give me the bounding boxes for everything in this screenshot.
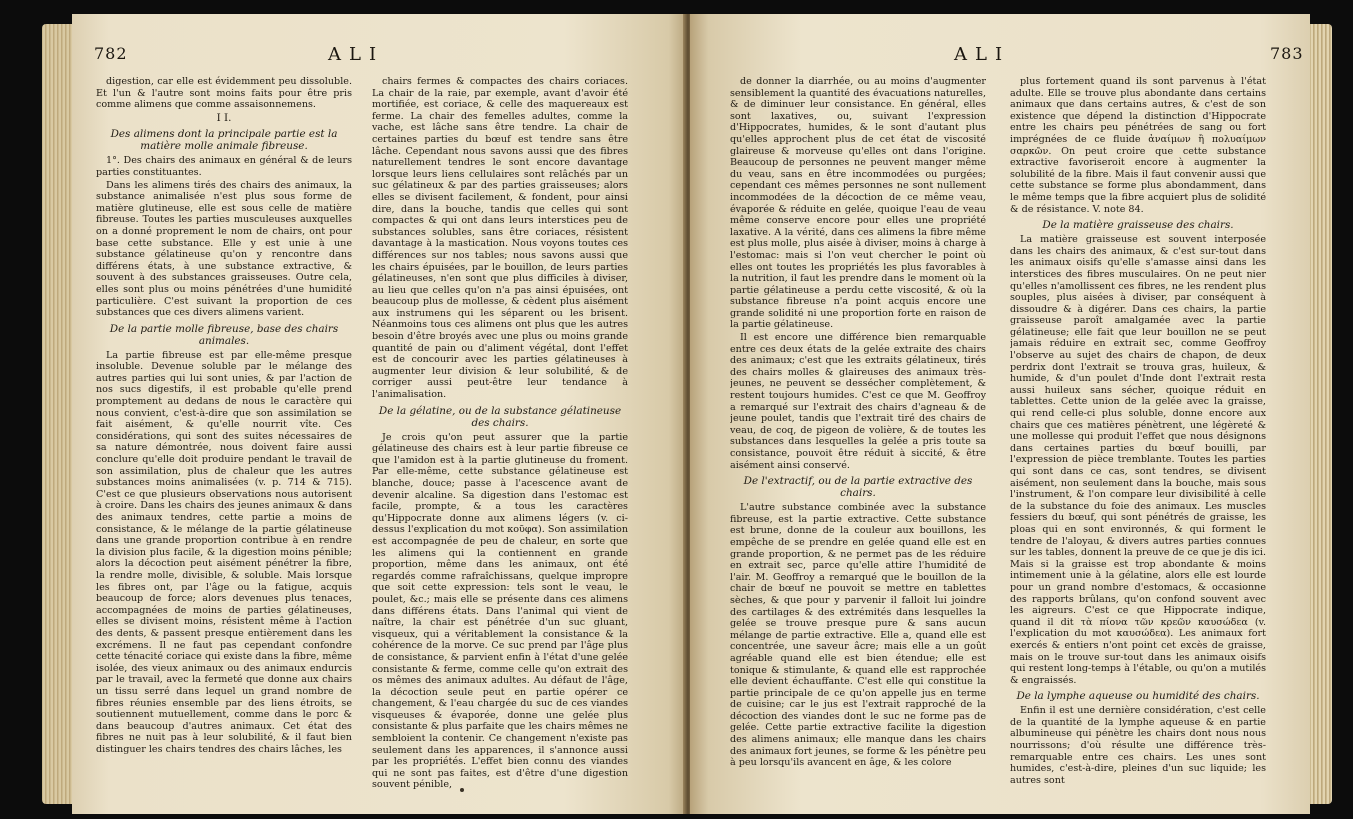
left-page	[72, 14, 687, 814]
paragraph: La partie fibreuse est par elle-même presque insoluble. Devenue soluble par le mélange des autres parties qui lui sont unies, & par l'action de nos sucs digestifs, il est probable qu'elle prend promptement au dedans de nous le caractère qui nous convient, c'est-à-dire que son assimilation se fait aisément, & qu'elle nourrit vîte. Ces considérations, qui sont des suites nécessaires de sa nature démontrée, nous doivent faire aussi conclure qu'elle doit produire pendant le travail de son assimilation, plus de chaleur que les autres substances moins animalisées (v. p. 714 & 715). C'est ce que plusieurs observations nous autorisent à croire. Dans les chairs des jeunes animaux & dans des animaux tendres, cette partie a moins de consistance, & le mélange de la partie gélatineuse dans une grande proportion contribue à en rendre la division plus facile, & la digestion moins pénible; alors la décoction peut aisément pénétrer la fibre, la rendre molle, divisible, & soluble. Mais lorsque les fibres ont, par l'âge ou la fatigue, acquis beaucoup de force; alors devenues plus tenaces, accompagnées de moins de parties gélatineuses, elles se divisent moins, résistent même à l'action des dents, & passent presque entièrement dans les excrémens. Il ne faut pas cependant confondre cette ténacité coriace qui existe dans la fibre, même isolée, des vieux animaux ou des animaux endurcis par le travail, avec la fermeté que donne aux chairs un tissu serré dans lequel un grand nombre de fibres réunies ensemble par des liens étroits, se soutiennent mutuellement, comme dans le porc & dans beaucoup d'autres animaux. Cet état des fibres ne nuit pas à leur solubilité, & il faut bien distinguer les chairs tendres des chairs lâches, les	[96, 349, 352, 755]
section-heading: De la lymphe aqueuse ou humidité des chairs.	[1016, 690, 1260, 703]
left-column-2	[372, 76, 628, 796]
paragraph: Il est encore une différence bien remarquable entre ces deux états de la gelée extraite des chairs des animaux; c'est que les extraits gélatineux, tirés des chairs molles & glaireuses des animaux très-jeunes, ne peuvent se dessécher complètement, & restent toujours humides. C'est ce que M. Geoffroy a remarqué sur l'extrait des chairs d'agneau & de jeune poulet, tandis que l'extrait tiré des chairs de veau, de coq, de pigeon de volière, & de toutes les substances dans lesquelles la gelée a pris toute sa consistance, pouvoit être réduit à siccité, & être aisément ainsi conservé.	[730, 332, 986, 471]
paragraph: chairs fermes & compactes des chairs coriaces. La chair de la raie, par exemple, avant d'avoir été mortifiée, est coriace, & celle des maquereaux est ferme. La chair des femelles adultes, comme la vache, est lâche sans être tendre. La chair de certaines parties du bœuf est tendre sans être lâche. Cependant nous savons aussi que des fibres naturellement tendres le sont encore davantage lorsque leurs liens cellulaires sont relâchés par un suc gélatineux & par des parties graisseuses; alors elles se divisent facilement, & fondent, pour ainsi dire, dans la bouche, tandis que celles qui sont compactes & qui ont dans leurs interstices peu de substances solubles, sans être coriaces, résistent davantage à la mastication. Nous voyons toutes ces différences sur nos tables; nous savons aussi que les chairs épuisées, par le bouillon, de leurs parties gélatineuses, n'en sont que plus difficiles à diviser, au lieu que celles qu'on n'a pas ainsi épuisées, ont beaucoup plus de mollesse, & cèdent plus aisément aux instrumens qui les séparent ou les brisent. Néanmoins tous ces alimens ont plus que les autres besoin d'être broyés avec une plus ou moins grande quantité de pain ou d'aliment végétal, dont l'effet est de concourir avec les parties gélatineuses à augmenter leur division & leur solubilité, & de corriger aussi peut-être leur tendance à l'animalisation.	[372, 76, 628, 401]
paragraph: 1°. Des chairs des animaux en général & de leurs parties constituantes.	[96, 155, 352, 178]
paragraph: Enfin il est une dernière considération, c'est celle de la quantité de la lymphe aqueuse & en partie albumineuse qui pénètre les chairs dont nous nous nourrissons; d'où résulte une différence très-remarquable entre ces chairs. Les unes sont humides, c'est-à-dire, pleines d'un suc liquide; les autres sont	[1010, 705, 1266, 786]
section-heading: Des alimens dont la principale partie est la matière molle animale fibreuse.	[110, 128, 338, 153]
book-spread	[42, 10, 1332, 816]
section-heading: De la partie molle fibreuse, base des chairs animales.	[109, 322, 339, 347]
right-running-head: ALI	[954, 44, 1011, 65]
paragraph: La matière graisseuse est souvent interposée dans les chairs des animaux, & c'est sur-tout dans les animaux oisifs qu'elle s'amasse ainsi dans les interstices des fibres musculaires. On ne peut nier qu'elles n'amollissent ces fibres, ne les rendent plus souples, plus aisées à diviser, par conséquent à dissoudre & à digérer. Dans ces chairs, la partie graisseuse paroît amalgamée avec la partie gélatineuse; elle fait que leur bouillon ne se peut jamais réduire en extrait sec, comme Geoffroy l'observe au sujet des chairs de chapon, de deux perdrix dont l'extrait se trouva gras, huileux, & humide, & d'un poulet d'Inde dont l'extrait resta aussi huileux sans sécher, quoique réduit en tablettes. Cette union de la gelée avec la graisse, qui rend celle-ci plus soluble, donne encore aux chairs que ces matières pénètrent, une légèreté & une mollesse qui produit l'effet que nous désignons dans certaines parties du bœuf bouilli, par l'expression de pièce tremblante. Toutes les parties qui sont dans ce cas, sont tendres, se divisent aisément, non seulement dans la bouche, mais sous l'instrument, & l'on compare leur divisibilité à celle de la substance du foie des animaux. Les muscles fessiers du bœuf, qui sont pénétrés de graisse, les ploas qui en sont environnés, & qui forment le tendre de l'aloyau, & divers autres parties connues sur les tables, donnent la preuve de ce que je dis ici. Mais si la graisse est trop abondante & moins intimement unie à la gélatine, alors elle est lourde pour un grand nombre d'estomacs, & occasionne des rapports brûlans, qu'on confond souvent avec les aigreurs. C'est ce que Hippocrate indique, quand il dit τὰ πίονα τῶν κρεῶν καυσώδεα (v. l'explication du mot καυσώδεα). Les animaux fort exercés & entiers n'ont point cet excès de graisse, mais on le trouve sur-tout dans les animaux oisifs qui restent long-temps à l'étable, ou qu'on a mutilés & engraissés.	[1010, 234, 1266, 686]
left-page-number: 782	[94, 44, 128, 63]
paragraph: L'autre substance combinée avec la substance fibreuse, est la partie extractive. Cette substance est brune, donne de la couleur aux bouillons, les empêche de se prendre en gelée quand elle est en grande proportion, & ne permet pas de les réduire en extrait sec, parce qu'elle attire l'humidité de l'air. M. Geoffroy a remarqué que le bouillon de la chair de bœuf ne pouvoit se mettre en tablettes sèches, & que pour y parvenir il falloit lui joindre des cartilages & des extrémités dans lesquelles la gelée se trouve presque pure & sans aucun mélange de partie extractive. Elle a, quand elle est concentrée, une saveur âcre; mais elle a un goût agréable quand elle est bien étendue; elle est tonique & stimulante, & quand elle est rapprochée elle devient échauffante. C'est elle qui constitue la partie principale de ce qu'on appelle jus en terme de cuisine; car le jus est l'extrait rapproché de la décoction des viandes dont le suc ne forme pas de gelée. Cette partie extractive facilite la digestion des alimens animaux; elle manque dans les chairs des animaux fort jeunes, se forme & les pénètre peu à peu lorsqu'ils avancent en âge, & les colore	[730, 502, 986, 769]
section-heading: De la gélatine, ou de la substance gélatineuse des chairs.	[378, 404, 622, 429]
page-mark	[460, 788, 464, 792]
left-column-1	[96, 76, 352, 796]
section-heading: I I.	[216, 111, 232, 124]
right-column-1	[730, 76, 986, 796]
page-edges-left	[42, 24, 76, 804]
section-heading: De la matière graisseuse des chairs.	[1042, 219, 1234, 232]
right-page	[690, 14, 1310, 814]
paragraph: Je crois qu'on peut assurer que la partie gélatineuse des chairs est à leur partie fibreuse ce que l'amidon est à la partie glutineuse du froment. Par elle-même, cette substance gélatineuse est blanche, douce; passe à l'acescence avant de devenir alcaline. Sa digestion dans l'estomac est facile, prompte, & a tous les caractères qu'Hippocrate donne aux alimens légers (v. ci-dessus l'explication du mot κοῦφα). Son assimilation est accompagnée de peu de chaleur, en sorte que les alimens qui la contiennent en grande proportion, même dans les animaux, ont été regardés comme rafraîchissans, quelque impropre que soit cette expression: tels sont le veau, le poulet, &c.; mais elle se présente dans ces alimens dans différens états. Dans l'animal qui vient de naître, la chair est pénétrée d'un suc gluant, visqueux, qui a véritablement la consistance & la cohérence de la morve. Ce suc prend par l'âge plus de consistance, & parvient enfin à l'état d'une gelée consistante & ferme, comme celle qu'on extrait des os mêmes des animaux adultes. Au défaut de l'âge, la décoction seule peut en partie opérer ce changement, & l'eau chargée du suc de ces viandes visqueuses & évaporée, donne une gelée plus consistante & plus parfaite que les chairs mêmes ne sembloient la contenir. Ce changement n'existe pas seulement dans les apparences, il s'annonce aussi par les propriétés. L'effet bien connu des viandes qui ne sont pas faites, est d'être d'une digestion souvent pénible,	[372, 431, 628, 791]
right-page-header	[690, 44, 1310, 70]
paragraph: plus fortement quand ils sont parvenus à l'état adulte. Elle se trouve plus abondante dans certains animaux que dans certains autres, & c'est de son existence que dépend la distinction d'Hippocrate entre les chairs peu pénétrées de sang ou fort imprégnées de ce fluide ἀναίμων ἢ πολυαίμων σαρκῶν. On peut croire que cette substance extractive favoriseroit encore à augmenter la solubilité de la fibre. Mais il faut convenir aussi que cette substance se forme plus abondamment, dans le même temps que la fibre acquiert plus de solidité & de résistance. V. note 84.	[1010, 76, 1266, 215]
section-heading: De l'extractif, ou de la partie extractive des chairs.	[743, 475, 973, 500]
paragraph: de donner la diarrhée, ou au moins d'augmenter sensiblement la quantité des évacuations naturelles, & de diminuer leur consistance. En général, elles sont laxatives, ou, suivant l'expression d'Hippocrates, humides, & le sont d'autant plus qu'elles approchent plus de cet état de viscosité glaireuse & morveuse qu'elles ont dans l'origine. Beaucoup de personnes ne peuvent manger même du veau, sans en être incommodées ou purgées; cependant ces mêmes personnes ne sont nullement incommodées de la décoction de ce même veau, évaporée & réduite en gelée, quoique l'eau de veau même conserve encore pour elles une propriété laxative. A la vérité, dans ces alimens la fibre même est plus molle, plus aisée à diviser, moins à charge à l'estomac: mais si l'on veut chercher le point où elles ont toutes les propriétés les plus favorables à la nutrition, il faut les prendre dans le moment où la partie gélatineuse a perdu cette viscosité, & où la substance fibreuse n'a point acquis encore une grande solidité ni une proportion forte en raison de la partie gélatineuse.	[730, 76, 986, 331]
paragraph: digestion, car elle est évidemment peu dissoluble. Et l'un & l'autre sont moins faits pour être pris comme alimens que comme assaisonnemens.	[96, 76, 352, 111]
paragraph: Dans les alimens tirés des chairs des animaux, la substance animalisée n'est plus sous forme de matière glutineuse, elle est sous celle de matière fibreuse. Toutes les parties musculeuses auxquelles on a donné proprement le nom de chairs, ont pour base cette substance. Elle y est unie à une substance gélatineuse qu'on y rencontre dans différens états, à une substance extractive, & souvent à des substances graisseuses. Outre cela, elles sont plus ou moins pénétrées d'une humidité particulière. C'est suivant la proportion de ces substances que ces divers alimens varient.	[96, 179, 352, 319]
left-page-header	[72, 44, 687, 70]
page-edges-right	[1310, 24, 1332, 804]
left-running-head: ALI	[328, 44, 385, 65]
right-page-number: 783	[1270, 44, 1304, 63]
right-column-2	[1010, 76, 1266, 796]
